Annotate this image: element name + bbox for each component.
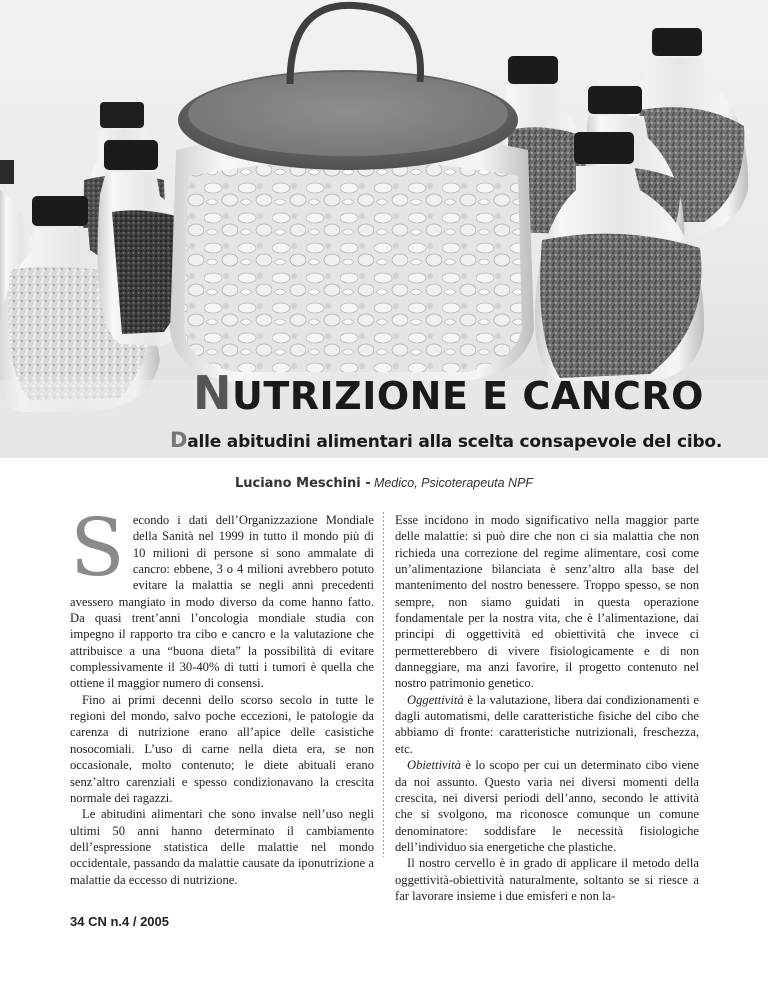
- title-rest: UTRIZIONE E CANCRO: [232, 374, 704, 418]
- paragraph: Il nostro cervello è in grado di applicare il metodo della oggettività-obiettività naturalmente, soltanto se si riesce a far lavorare insieme i due emisferi e non la-: [395, 856, 699, 903]
- byline: [0, 475, 768, 491]
- pasta-jar: [170, 5, 534, 382]
- subtitle-rest: alle abitudini alimentari alla scelta consapevole del cibo.: [187, 432, 723, 452]
- column-divider: [383, 512, 384, 857]
- article-subtitle: [170, 428, 722, 452]
- paragraph: Fino ai primi decenni dello scorso secolo in tutte le regioni del mondo, salvo poche eccezioni, le patologie da carenza di nutrizione erano all’apice delle casistiche nosocomiali. L’uso di carne nella dieta era, se non occasionale, molto contenuto; le diete abituali erano senz’altro carenziali e spesso condizionavano la crescita normale dei ragazzi.: [70, 692, 374, 805]
- drop-cap: S: [70, 501, 125, 594]
- author-name: Luciano Meschini -: [234, 476, 371, 491]
- left-column: [70, 501, 374, 888]
- article-title: [193, 366, 704, 420]
- hero-photo: [0, 0, 768, 458]
- subtitle-initial: D: [170, 428, 188, 452]
- term-oggettivita: Oggettività: [407, 692, 464, 707]
- title-initial: N: [193, 366, 232, 420]
- page-footer: 34 CN n.4 / 2005: [70, 914, 169, 929]
- author-role: Medico, Psicoterapeuta NPF: [373, 476, 534, 490]
- paragraph: Secondo i dati dell’Organizzazione Mondiale della Sanità nel 1999 in tutto il mondo più di 10 milioni di persone si sono ammalate di cancro: ebbene, 3 o 4 milioni avrebbero potuto evitare la malattia se negli anni precedenti avessero mangiato in modo diverso da come hanno fatto. Da quasi trent’anni l’oncologia mondiale studia con impegno il rapporto tra cibo e cancro e la valutazione che attribuisce a una “buona dieta” la possibilità di evitare complessivamente il 30-40% di tutti i tumori è quella che ottiene il maggior numero di consensi.: [70, 501, 374, 691]
- right-column: [395, 512, 699, 904]
- paragraph: Oggettività è la valutazione, libera dai condizionamenti e dagli automatismi, delle caratteristiche fisiche del cibo che abbiamo di fronte: caratteristiche nutrizionali, freschezza, etc.: [395, 692, 699, 756]
- paragraph: Obiettività è lo scopo per cui un determinato cibo viene da noi assunto. Questo varia nei diversi momenti della crescita, nei diversi periodi dell’anno, secondo le attività che si svolgono, ma riconosce comunque un comune denominatore: soddisfare le necessità fisiologiche dell’individuo sia energetiche che plastiche.: [395, 758, 699, 854]
- paragraph: Le abitudini alimentari che sono invalse nell’uso negli ultimi 50 anni hanno determinato il cambiamento dell’espressione statistica delle malattie nel mondo occidentale, passando da malattie causate da iponutrizione a malattie da eccesso di nutrizione.: [70, 807, 374, 887]
- paragraph: Esse incidono in modo significativo nella maggior parte delle malattie: si può dire che non ci sia malattia che non richieda una correzione del regime alimentare, così come un’alimentazione bilanciata è senz’altro alla base del mantenimento del nostro benessere. Troppo spesso, se non sempre, non siamo guidati in questa operazione fondamentale per la nostra vita, che è l’alimentazione, dai principi di oggettività ed obiettività che invece ci permetterebbero di vivere fisiologicamente e di non danneggiare, ma anzi favorire, il progetto contenuto nel nostro patrimonio genetico.: [395, 513, 699, 691]
- term-obiettivita: Obiettività: [407, 758, 461, 773]
